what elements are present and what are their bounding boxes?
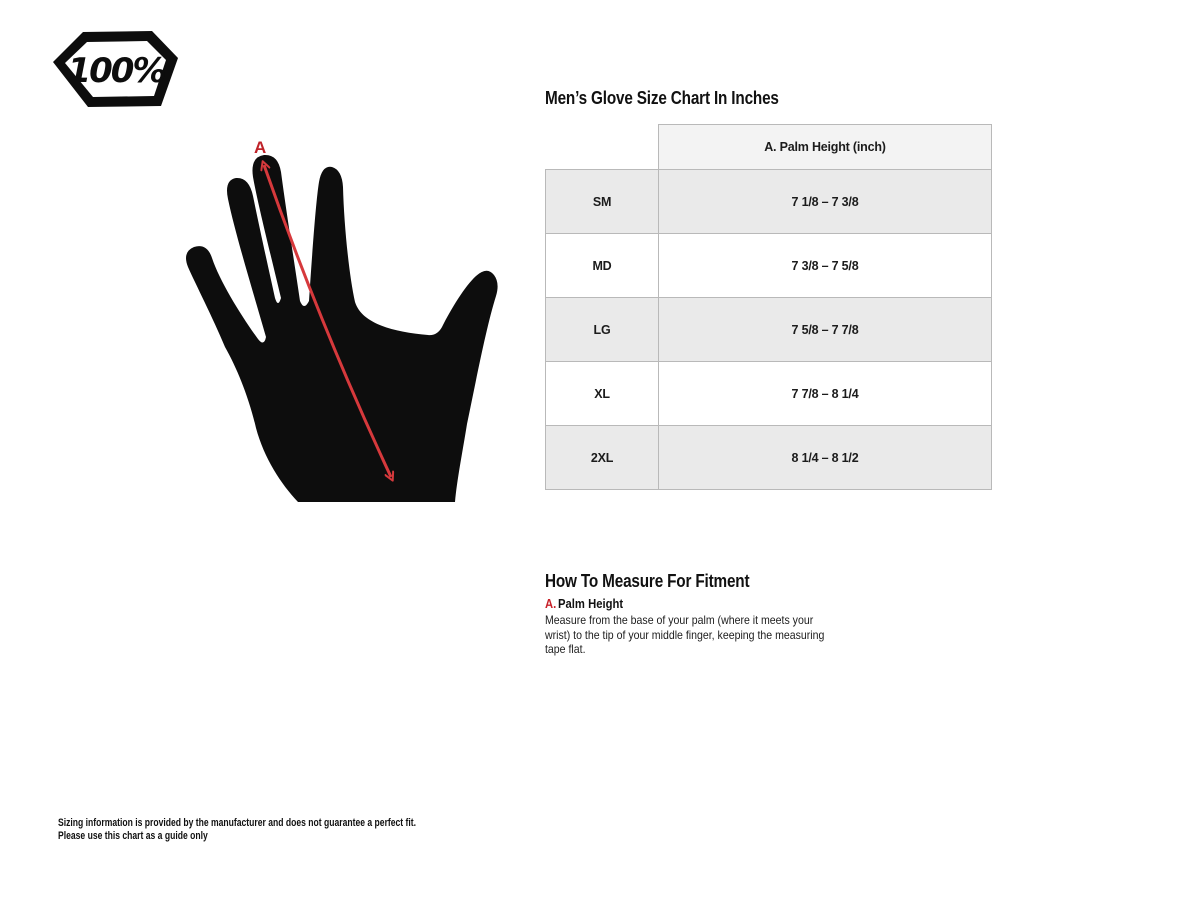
size-cell: LG: [546, 298, 659, 362]
table-corner-cell: [546, 125, 659, 170]
page-title: [545, 88, 820, 109]
fitment-line: Measure from the base of your palm (where it meets your: [545, 613, 814, 627]
footer-disclaimer: [58, 817, 517, 843]
fitment-line: tape flat.: [545, 642, 586, 657]
size-cell: 2XL: [546, 426, 659, 490]
table-row-lg: [546, 298, 992, 362]
table-header-row: [546, 125, 992, 170]
fitment-heading-text: How To Measure For Fitment: [545, 571, 750, 591]
table-row-md: [546, 234, 992, 298]
fitment-line: wrist) to the tip of your middle finger, keeping the measuring: [545, 627, 825, 642]
glove-illustration: [180, 125, 510, 510]
fitment-item-letter: A.: [545, 597, 557, 611]
logo-text: 100%: [67, 51, 165, 91]
fitment-item-label: Palm Height: [558, 597, 624, 611]
brand-logo-100-icon: [53, 31, 179, 108]
table-row-xl: [546, 362, 992, 426]
size-cell: SM: [546, 170, 659, 234]
fitment-instructions: [545, 613, 863, 657]
palm-height-cell: 7 5/8 – 7 7/8: [659, 298, 992, 362]
palm-height-cell: 7 1/8 – 7 3/8: [659, 170, 992, 234]
fitment-item-title: [545, 597, 632, 611]
footer-line: Please use this chart as a guide only: [58, 830, 208, 842]
table-row-sm: [546, 170, 992, 234]
palm-height-cell: 7 7/8 – 8 1/4: [659, 362, 992, 426]
palm-height-cell: 7 3/8 – 7 5/8: [659, 234, 992, 298]
footer-line: Sizing information is provided by the manufacturer and does not guarantee a perfect fit.: [58, 817, 417, 829]
palm-height-cell: 8 1/4 – 8 1/2: [659, 426, 992, 490]
measurement-label-a: A: [254, 138, 267, 157]
fitment-heading: [545, 571, 785, 592]
size-cell: MD: [546, 234, 659, 298]
palm-height-column-header: A. Palm Height (inch): [659, 125, 992, 170]
page-title-text: Men’s Glove Size Chart In Inches: [545, 88, 779, 108]
hand-silhouette: [186, 155, 498, 502]
table-row-2xl: [546, 426, 992, 490]
size-table: [545, 124, 992, 490]
size-cell: XL: [546, 362, 659, 426]
